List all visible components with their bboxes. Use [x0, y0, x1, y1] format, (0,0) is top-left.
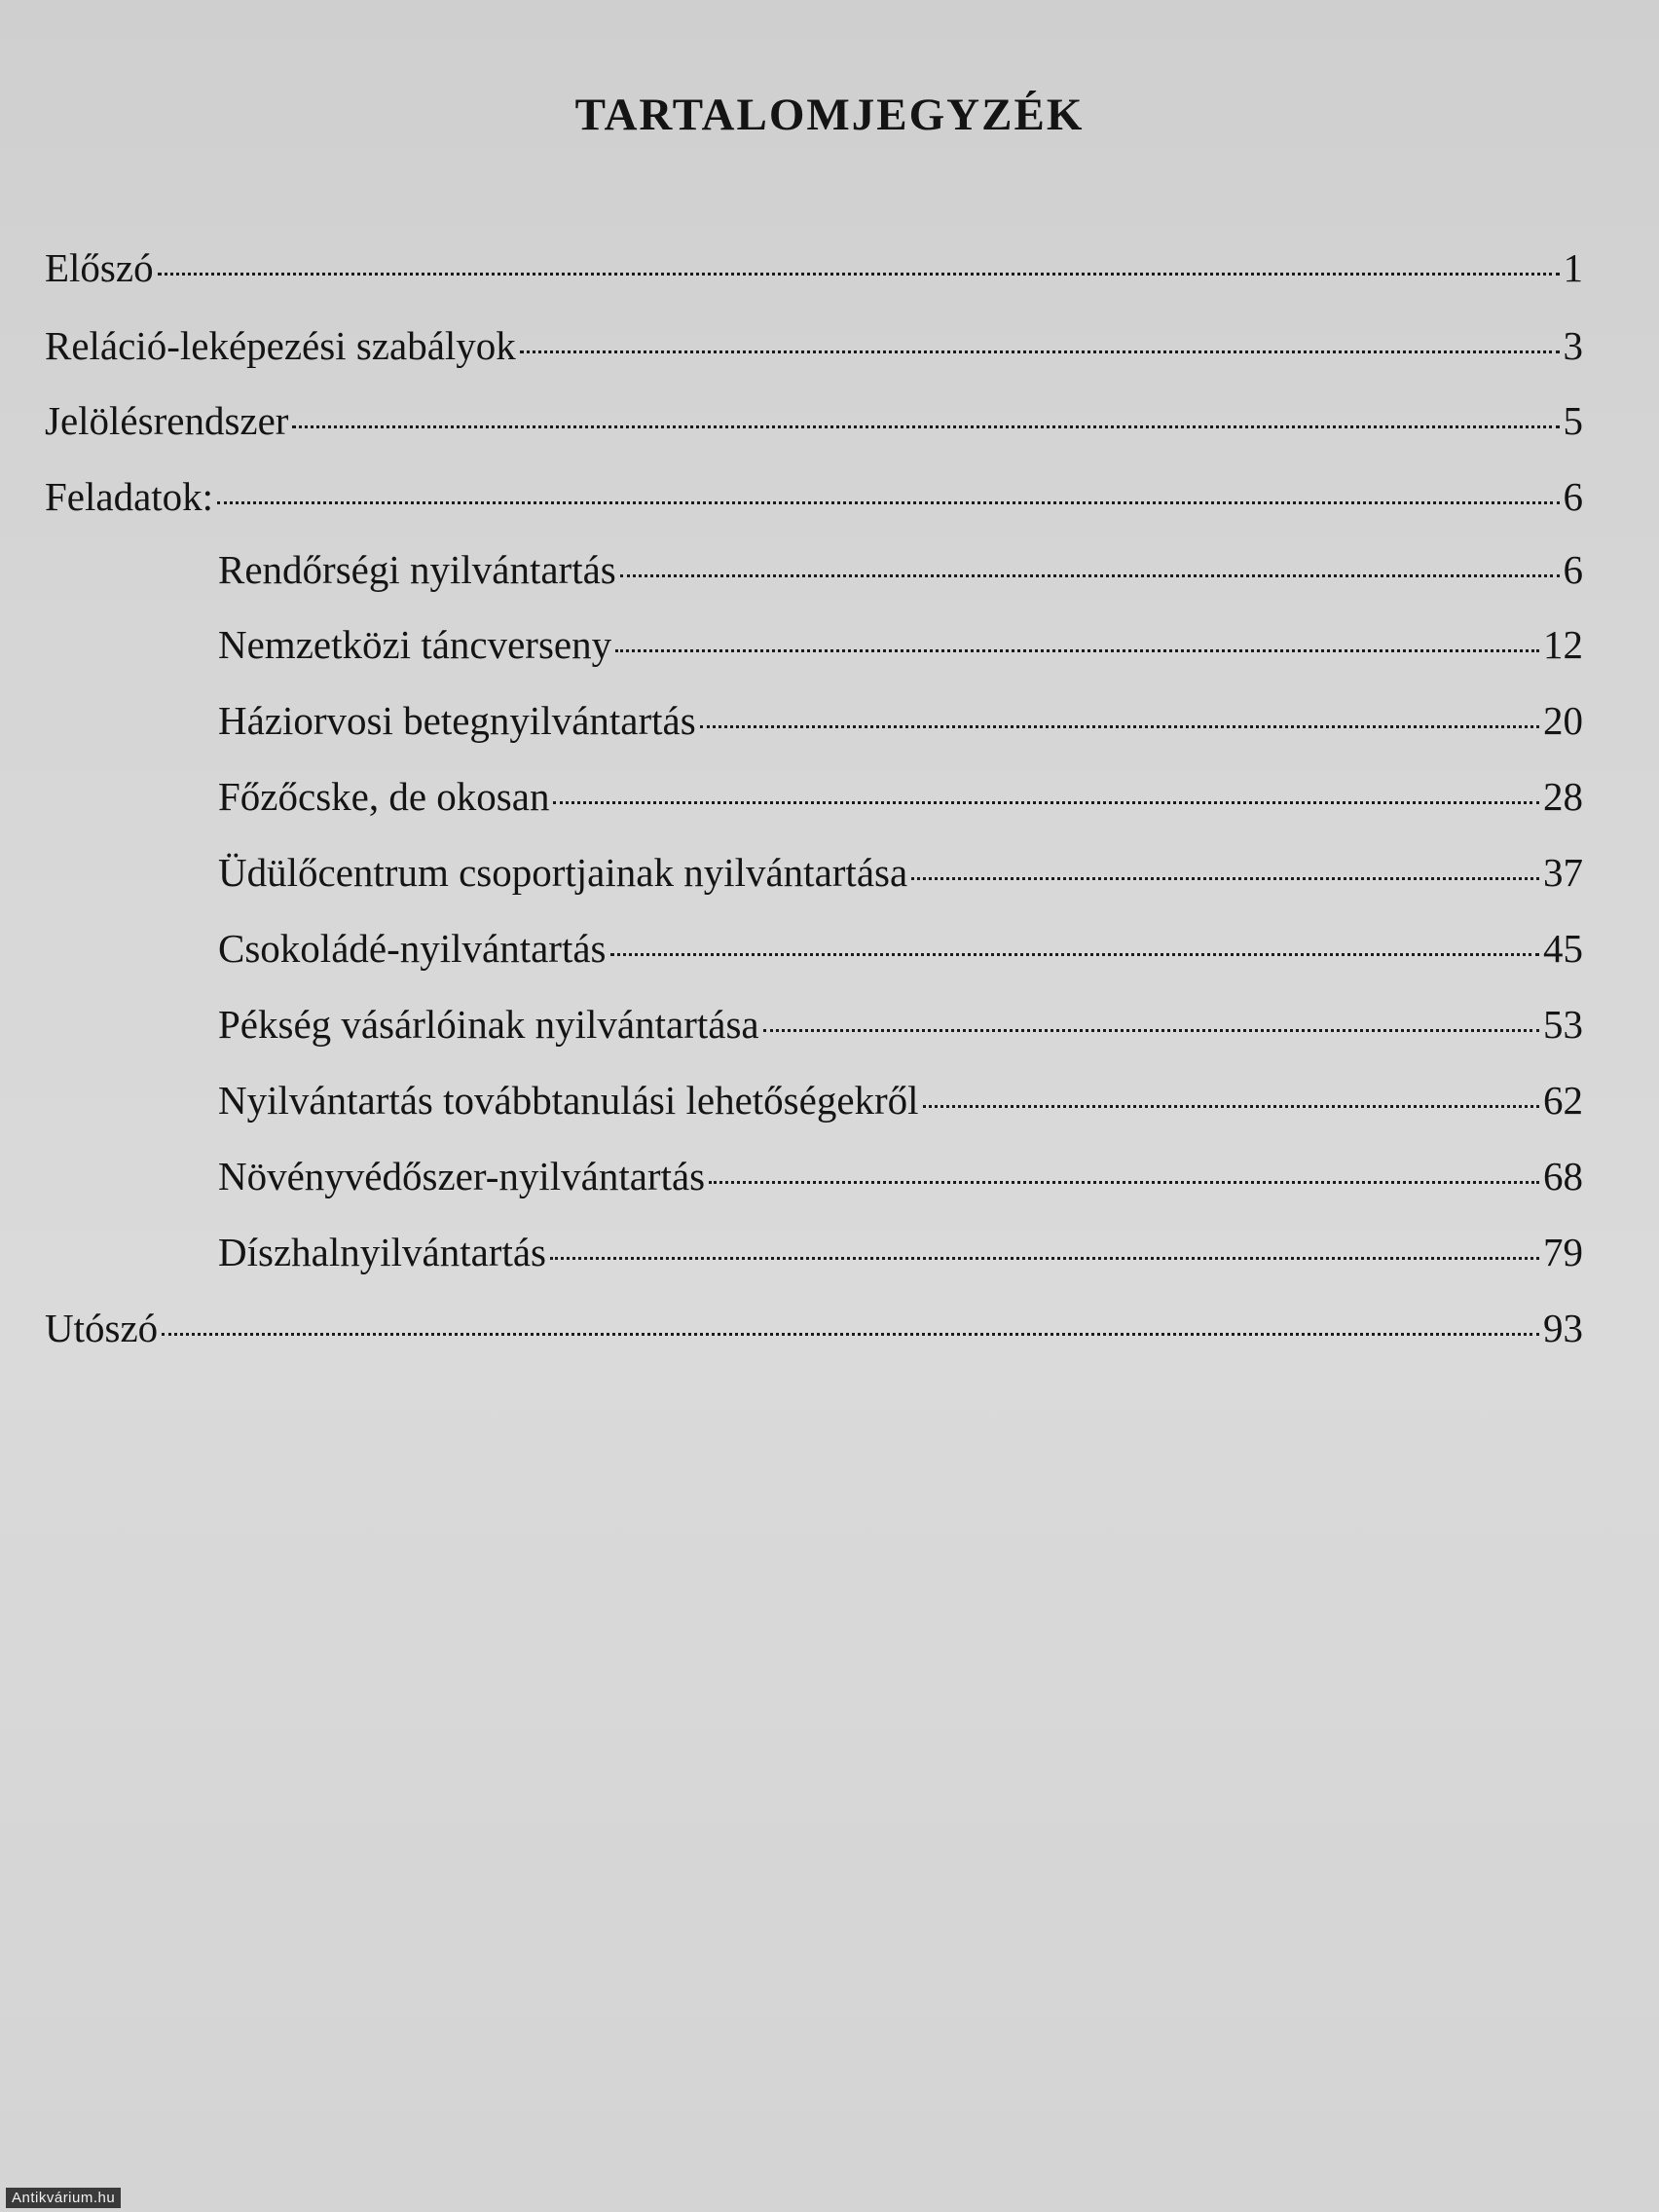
dot-leader	[162, 1333, 1539, 1336]
toc-entry	[218, 1230, 1583, 1281]
toc-entry-page: 45	[1543, 926, 1583, 971]
toc-entry	[45, 474, 1583, 526]
dot-leader	[217, 501, 1559, 504]
toc-entry	[218, 926, 1583, 977]
toc-entry-page: 5	[1563, 398, 1583, 443]
toc-entry-page: 28	[1543, 774, 1583, 819]
dot-leader	[620, 574, 1560, 577]
toc-entry	[218, 1078, 1583, 1129]
toc-entry-label: Előszó	[45, 245, 154, 290]
toc-entry	[45, 245, 1583, 297]
toc-entry-label: Háziorvosi betegnyilvántartás	[218, 698, 696, 743]
toc-entry	[45, 323, 1583, 375]
dot-leader	[550, 1257, 1539, 1260]
toc-entry-label: Pékség vásárlóinak nyilvántartása	[218, 1002, 759, 1047]
toc-entry-page: 79	[1543, 1230, 1583, 1274]
toc-entry-page: 68	[1543, 1154, 1583, 1198]
toc-entry	[218, 774, 1583, 826]
toc-entry	[218, 1002, 1583, 1053]
toc-entry	[45, 1306, 1583, 1357]
dot-leader	[709, 1181, 1539, 1184]
toc-entry-page: 12	[1543, 622, 1583, 667]
toc-entry-page: 6	[1563, 474, 1583, 519]
toc-entry-page: 53	[1543, 1002, 1583, 1047]
dot-leader	[700, 725, 1539, 728]
toc-entry-page: 1	[1563, 245, 1583, 290]
dot-leader	[923, 1105, 1539, 1108]
toc-entry-page: 62	[1543, 1078, 1583, 1123]
toc-entry-page: 20	[1543, 698, 1583, 743]
dot-leader	[610, 953, 1539, 956]
toc-entry-label: Üdülőcentrum csoportjainak nyilvántartása	[218, 850, 908, 895]
dot-leader	[911, 877, 1539, 880]
toc-entry	[218, 698, 1583, 750]
toc-entry	[218, 547, 1583, 599]
dot-leader	[292, 425, 1559, 428]
toc-entry-page: 37	[1543, 850, 1583, 895]
toc-entry-page: 3	[1563, 323, 1583, 368]
toc-entry-label: Rendőrségi nyilvántartás	[218, 547, 616, 592]
dot-leader	[615, 649, 1539, 652]
dot-leader	[158, 273, 1560, 276]
toc-entry	[218, 850, 1583, 902]
toc-entry-label: Díszhalnyilvántartás	[218, 1230, 547, 1274]
toc-entry	[218, 622, 1583, 674]
toc-entry-page: 6	[1563, 547, 1583, 592]
page-title: TARTALOMJEGYZÉK	[574, 90, 1085, 141]
toc-entry-label: Jelölésrendszer	[45, 398, 289, 443]
toc-entry-label: Reláció-leképezési szabályok	[45, 323, 516, 368]
watermark-text: Antikvárium.hu	[6, 2188, 121, 2208]
toc-entry-label: Főzőcske, de okosan	[218, 774, 550, 819]
dot-leader	[553, 801, 1539, 804]
toc-entry	[218, 1154, 1583, 1205]
dot-leader	[763, 1029, 1539, 1032]
toc-entry-label: Nemzetközi táncverseny	[218, 622, 612, 667]
dot-leader	[520, 350, 1560, 353]
toc-entry-label: Nyilvántartás továbbtanulási lehetőségekről	[218, 1078, 919, 1123]
toc-entry-label: Csokoládé-nyilvántartás	[218, 926, 607, 971]
toc-entry-label: Növényvédőszer-nyilvántartás	[218, 1154, 706, 1198]
toc-entry-label: Feladatok:	[45, 474, 214, 519]
toc-entry	[45, 398, 1583, 450]
toc-entry-label: Utószó	[45, 1306, 159, 1350]
toc-entry-page: 93	[1543, 1306, 1583, 1350]
